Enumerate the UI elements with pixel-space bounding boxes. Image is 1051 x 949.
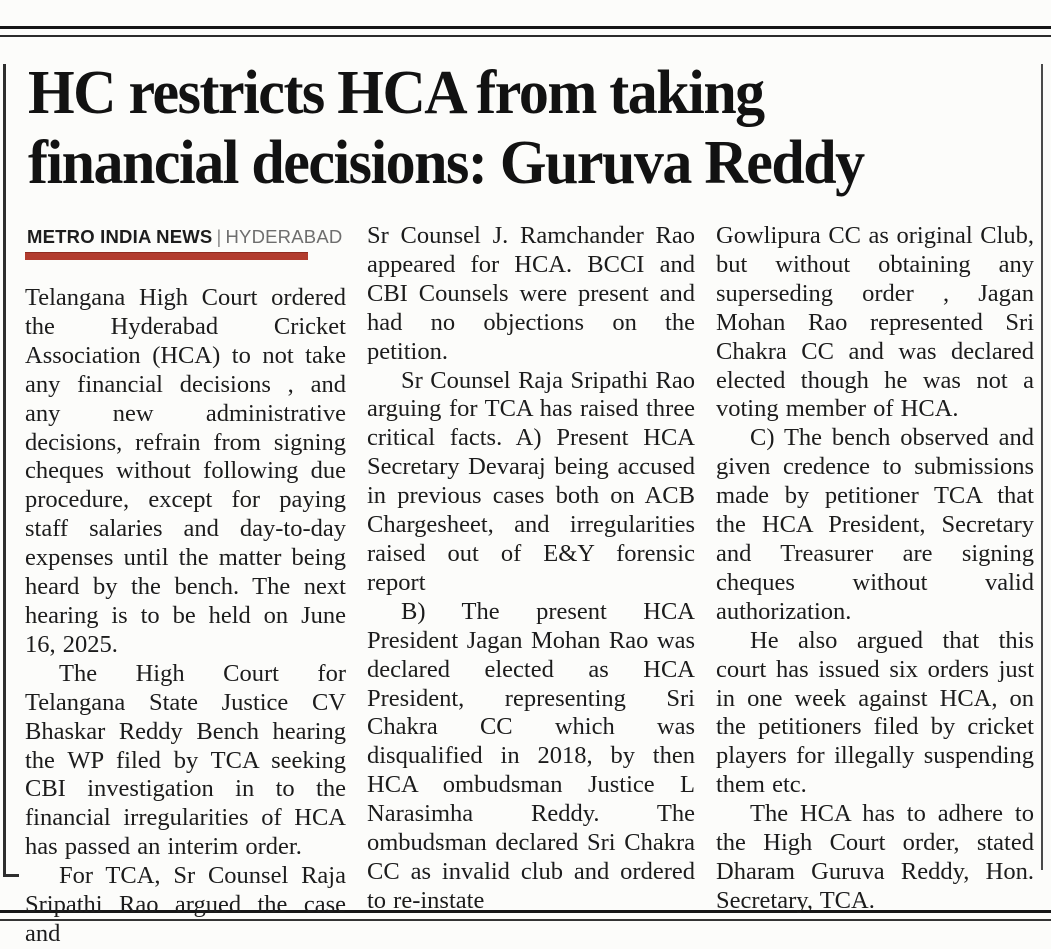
article-paragraph: The HCA has to adhere to the High Court order, stated Dharam Guruva Reddy, Hon. Secretary, TCA. [716, 800, 1034, 914]
top-rule-thick [0, 26, 1051, 29]
left-column-rule [3, 64, 6, 877]
article-paragraph: Sr Counsel Raja Sripathi Rao arguing for TCA has raised three critical facts. A) Present HCA Secretary Devaraj being accused in previous cases both on ACB Chargesheet, and irregularities raised out of E&Y forensic report [367, 366, 695, 596]
left-column-rule-foot [3, 874, 19, 877]
article-paragraph: Sr Counsel J. Ramchander Rao appeared for HCA. BCCI and CBI Counsels were present and had no objections on the petition. [367, 222, 695, 365]
article-paragraph: Gowlipura CC as original Club, but without obtaining any superseding order , Jagan Mohan Rao represented Sri Chakra CC and was declared elected though he was not a voting member of HCA. [716, 222, 1034, 423]
byline-separator: | [216, 226, 222, 247]
right-column-rule [1041, 64, 1043, 870]
article-paragraph: B) The present HCA President Jagan Mohan Rao was declared elected as HCA President, representing Sri Chakra CC which was disqualified in 2018, by then HCA ombudsman Justice L Narasimha Reddy. The ombudsman declared Sri Chakra CC as invalid club and ordered to re-instate [367, 597, 695, 914]
article-paragraph: For TCA, Sr Counsel Raja Sripathi Rao argued the case and [25, 862, 346, 947]
headline [28, 58, 1032, 197]
article-body [25, 222, 1034, 949]
body-column-2 [367, 222, 695, 949]
top-rule-thin [0, 35, 1051, 37]
headline-line-1: HC restricts HCA from taking [28, 58, 764, 127]
body-column-3 [716, 222, 1034, 949]
article-paragraph: C) The bench observed and given credence to submissions made by petitioner TCA that the HCA President, Secretary and Treasurer are signing cheques without valid authorization. [716, 424, 1034, 625]
article-paragraph: He also argued that this court has issued six orders just in one week against HCA, on the petitioners filed by cricket players for illegally suspending them etc. [716, 626, 1034, 799]
headline-line-2: financial decisions: Guruva Reddy [28, 127, 864, 197]
byline-location: HYDERABAD [225, 226, 343, 247]
article-paragraph: The High Court for Telangana State Justice CV Bhaskar Reddy Bench hearing the WP filed by TCA seeking CBI investigation in to the financial irregularities of HCA has passed an interim order. [25, 659, 346, 861]
byline-source: METRO INDIA NEWS [27, 226, 213, 247]
body-column-1 [25, 222, 346, 949]
article-paragraph: Telangana High Court ordered the Hyderabad Cricket Association (HCA) to not take any financial decisions , and any new administrative decisions, refrain from signing cheques without following due procedure, except for paying staff salaries and day-to-day expenses until the matter being heard by the bench. The next hearing is to be held on June 16, 2025. [25, 284, 346, 658]
